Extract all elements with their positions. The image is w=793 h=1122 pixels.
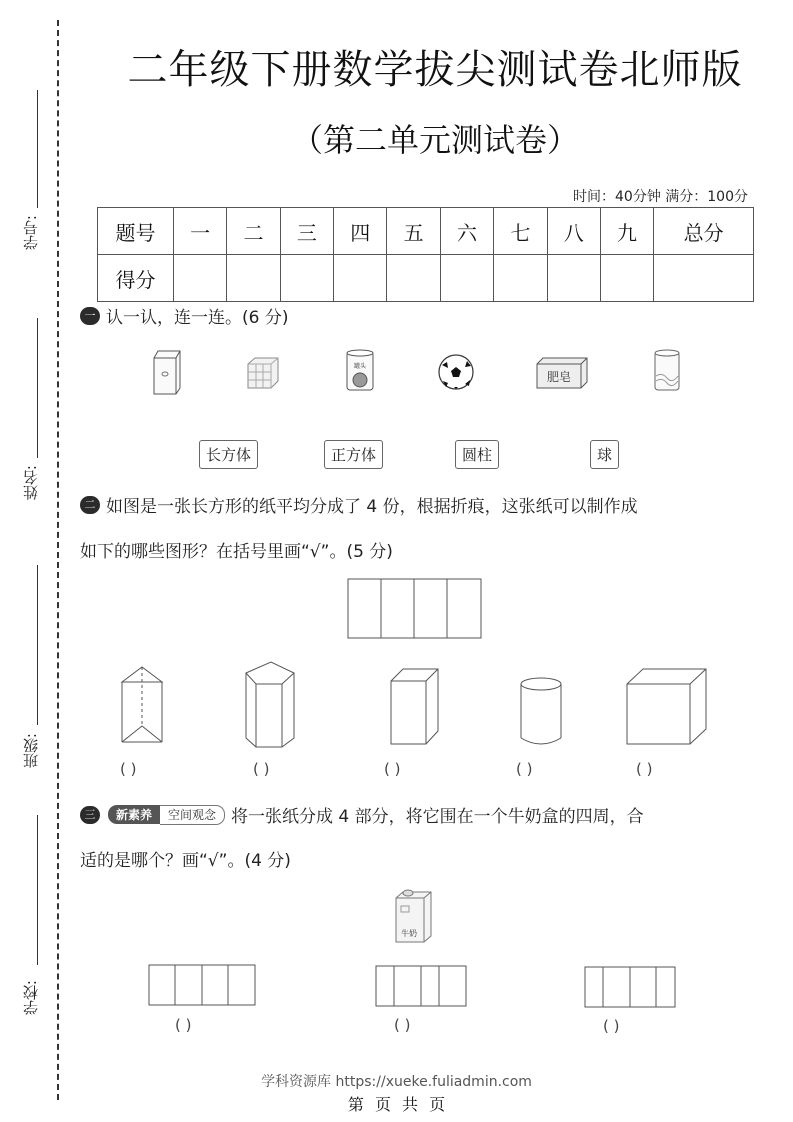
question-2-heading [80,492,638,517]
student-id-blank[interactable] [37,90,38,208]
answer-blank-option-b[interactable]: ( ) [394,1016,411,1034]
word-box-sphere[interactable]: 球 [590,440,619,469]
pentagonal-prism-icon [243,660,309,748]
col-header: 四 [334,208,387,255]
score-cell[interactable] [440,255,493,302]
row-header-score: 得分 [98,255,174,302]
folded-paper-diagram [347,578,483,640]
question-number-badge: 二 [80,496,100,514]
svg-text:罐头: 罐头 [353,363,367,370]
score-cell[interactable] [334,255,387,302]
answer-blank-rectangular-prism[interactable]: ( ) [384,760,401,778]
row-header-question-no: 题号 [98,208,174,255]
page-title: 二年级下册数学拔尖测试卷北师版 [127,47,743,93]
word-box-cuboid[interactable]: 长方体 [199,440,258,469]
score-cell[interactable] [600,255,653,302]
col-header: 六 [440,208,493,255]
class-blank[interactable] [37,565,38,725]
question-1-heading [80,303,288,328]
rubiks-cube-icon [245,356,281,390]
cube-icon [624,667,710,749]
score-cell[interactable] [227,255,280,302]
score-cell[interactable] [547,255,600,302]
new-literacy-tag: 新素养 [108,805,160,824]
source-watermark: 学科资源库 https://xueke.fuliadmin.com [261,1074,532,1090]
class-label: 班级: [22,733,40,769]
answer-blank-cube[interactable]: ( ) [636,760,653,778]
question-2-text-line2: 如下的哪些图形？在括号里画“√”。(5 分) [80,542,393,562]
score-table-score-row [98,255,754,302]
exam-meta: 时间：40分钟 满分：100分 [573,189,748,205]
option-c-unequal-parts [584,966,678,1010]
word-box-cylinder[interactable]: 圆柱 [455,440,499,469]
col-header: 五 [387,208,440,255]
score-table-header-row [98,208,754,255]
col-header: 七 [494,208,547,255]
soccer-ball-icon [437,353,475,391]
answer-blank-cylinder[interactable]: ( ) [516,760,533,778]
answer-blank-option-c[interactable]: ( ) [603,1017,620,1035]
word-box-cube[interactable]: 正方体 [324,440,383,469]
score-cell[interactable] [387,255,440,302]
svg-text:牛奶: 牛奶 [401,929,417,938]
answer-blank-option-a[interactable]: ( ) [175,1016,192,1034]
col-header: 九 [600,208,653,255]
school-blank[interactable] [37,815,38,965]
col-header: 一 [174,208,227,255]
cylinder-icon [518,676,568,748]
question-1-text: 认一认，连一连。(6 分) [106,308,289,328]
col-header: 三 [280,208,333,255]
cut-line [57,20,59,1100]
svg-text:肥皂: 肥皂 [546,370,572,384]
question-2-text-line1: 如图是一张长方形的纸平均分成了 4 份，根据折痕，这张纸可以制作成 [106,497,638,517]
question-3-text-line2: 适的是哪个？画“√”。(4 分) [80,851,291,871]
col-header-total: 总分 [654,208,754,255]
question-number-badge: 三 [80,806,100,824]
score-cell-total[interactable] [654,255,754,302]
col-header: 二 [227,208,280,255]
name-label: 姓名: [22,465,40,501]
question-number-badge: 一 [80,307,100,325]
page-subtitle: （第二单元测试卷） [290,121,579,159]
page-number: 第 页 共 页 [347,1095,446,1114]
tea-tin-icon [150,348,184,396]
score-cell[interactable] [280,255,333,302]
triangular-prism-icon [115,665,177,747]
score-cell[interactable] [494,255,547,302]
canned-food-icon [345,348,375,394]
spatial-concept-tag: 空间观念 [160,805,225,825]
score-table [97,207,754,302]
answer-blank-triangular-prism[interactable]: ( ) [120,760,137,778]
milk-carton-icon [393,888,435,944]
question-3-text-line1: 将一张纸分成 4 部分，将它围在一个牛奶盒的四周，合 [231,807,644,827]
col-header: 八 [547,208,600,255]
score-cell[interactable] [174,255,227,302]
option-b-alternating-parts [375,965,469,1009]
name-blank[interactable] [37,318,38,458]
school-label: 学校: [22,980,40,1016]
answer-blank-pentagonal-prism[interactable]: ( ) [253,760,270,778]
question-3-heading [80,802,644,827]
cylinder-can-icon [652,348,682,394]
rectangular-prism-icon [388,667,444,749]
student-id-label: 学号: [22,215,40,251]
soap-box-icon [535,356,589,390]
option-a-equal-parts [148,964,258,1008]
